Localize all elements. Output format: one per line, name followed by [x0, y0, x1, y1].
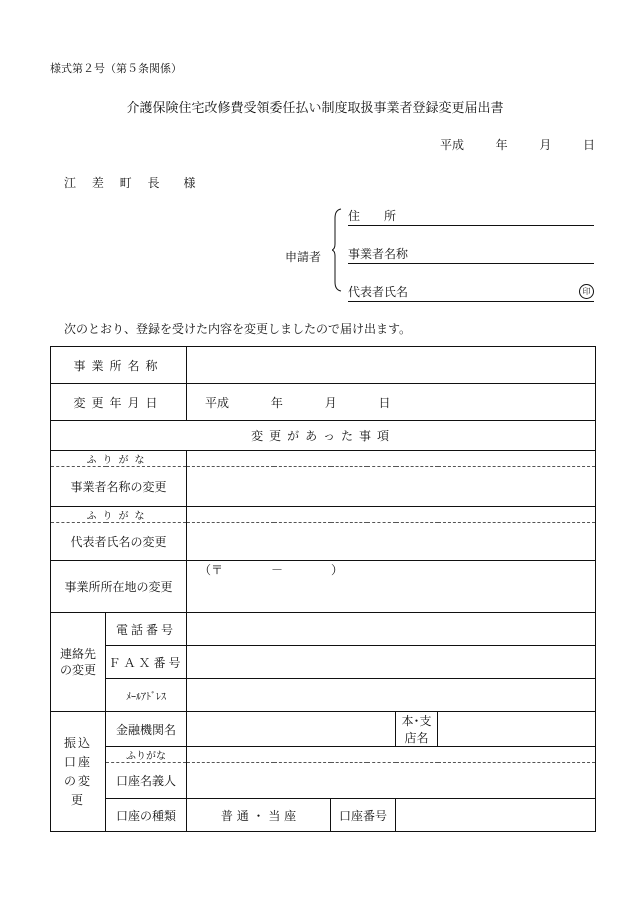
account-number-label: 口座番号	[331, 799, 396, 832]
furigana-field-3[interactable]	[187, 747, 596, 763]
applicant-representative-line[interactable]	[348, 283, 594, 302]
furigana-label-2: ふりがな	[51, 507, 187, 523]
addressee: 江 差 町 長 様	[64, 176, 202, 190]
contact-change-label: 連絡先の変更	[51, 613, 106, 712]
applicant-label: 申請者	[285, 250, 322, 264]
bank-name-label: 金融機関名	[106, 712, 187, 747]
change-date-month: 月	[324, 395, 337, 410]
applicant-representative-label: 代表者氏名	[348, 285, 409, 299]
change-date-field[interactable]	[187, 384, 596, 421]
location-change-field[interactable]	[187, 561, 596, 613]
applicant-business-label: 事業者名称	[348, 247, 409, 261]
change-date-year: 年	[270, 395, 283, 410]
account-type-options[interactable]: 普 通 ・ 当 座	[187, 799, 331, 832]
document-title: 介護保険住宅改修費受領委任払い制度取扱事業者登録変更届出書	[126, 101, 504, 116]
furigana-label-3: ふりがな	[106, 747, 187, 763]
form-number: 様式第２号（第５条関係）	[50, 62, 182, 75]
account-type-label: 口座の種類	[106, 799, 187, 832]
representative-change-label: 代表者氏名の変更	[51, 523, 187, 561]
branch-label: 本･支店名	[396, 712, 438, 747]
date-month: 月	[539, 138, 552, 152]
furigana-field-2[interactable]	[187, 507, 596, 523]
transfer-account-label: 振込口座の変更	[51, 712, 106, 832]
bank-name-field[interactable]	[187, 712, 396, 747]
applicant-address-line[interactable]	[348, 207, 594, 226]
change-date-day: 日	[378, 395, 391, 410]
fax-field[interactable]	[187, 646, 596, 679]
date-day: 日	[583, 138, 596, 152]
business-name-change-field[interactable]	[187, 467, 596, 507]
furigana-label-1: ふりがな	[51, 451, 187, 467]
applicant-business-line[interactable]	[348, 245, 594, 264]
phone-label: 電話番号	[106, 613, 187, 646]
representative-change-field[interactable]	[187, 523, 596, 561]
email-label: ﾒｰﾙｱﾄﾞﾚｽ	[106, 679, 187, 712]
brace-icon	[332, 208, 342, 292]
date-year: 年	[495, 138, 508, 152]
fax-label: ＦＡＸ番号	[106, 646, 187, 679]
furigana-field-1[interactable]	[187, 451, 596, 467]
branch-field[interactable]	[438, 712, 596, 747]
date-era: 平成	[440, 138, 465, 152]
intro-text: 次のとおり、登録を受けた内容を変更しましたので届け出ます。	[64, 322, 412, 336]
email-field[interactable]	[187, 679, 596, 712]
change-date-era: 平成	[205, 395, 230, 410]
business-name-change-label: 事業者名称の変更	[51, 467, 187, 507]
office-name-label: 事業所名称	[51, 347, 187, 384]
changed-items-heading: 変更があった事項	[51, 421, 596, 451]
applicant-address-label: 住 所	[348, 209, 397, 223]
office-name-field[interactable]	[187, 347, 596, 384]
change-form-table	[50, 346, 596, 832]
account-number-field[interactable]	[396, 799, 596, 832]
change-date-label: 変更年月日	[51, 384, 187, 421]
postal-code-template: （〒 － ）	[199, 563, 344, 577]
account-holder-field[interactable]	[187, 763, 596, 799]
account-holder-label: 口座名義人	[106, 763, 187, 799]
phone-field[interactable]	[187, 613, 596, 646]
submission-date	[440, 136, 595, 153]
location-change-label: 事業所所在地の変更	[51, 561, 187, 613]
seal-mark: 印	[579, 284, 594, 299]
